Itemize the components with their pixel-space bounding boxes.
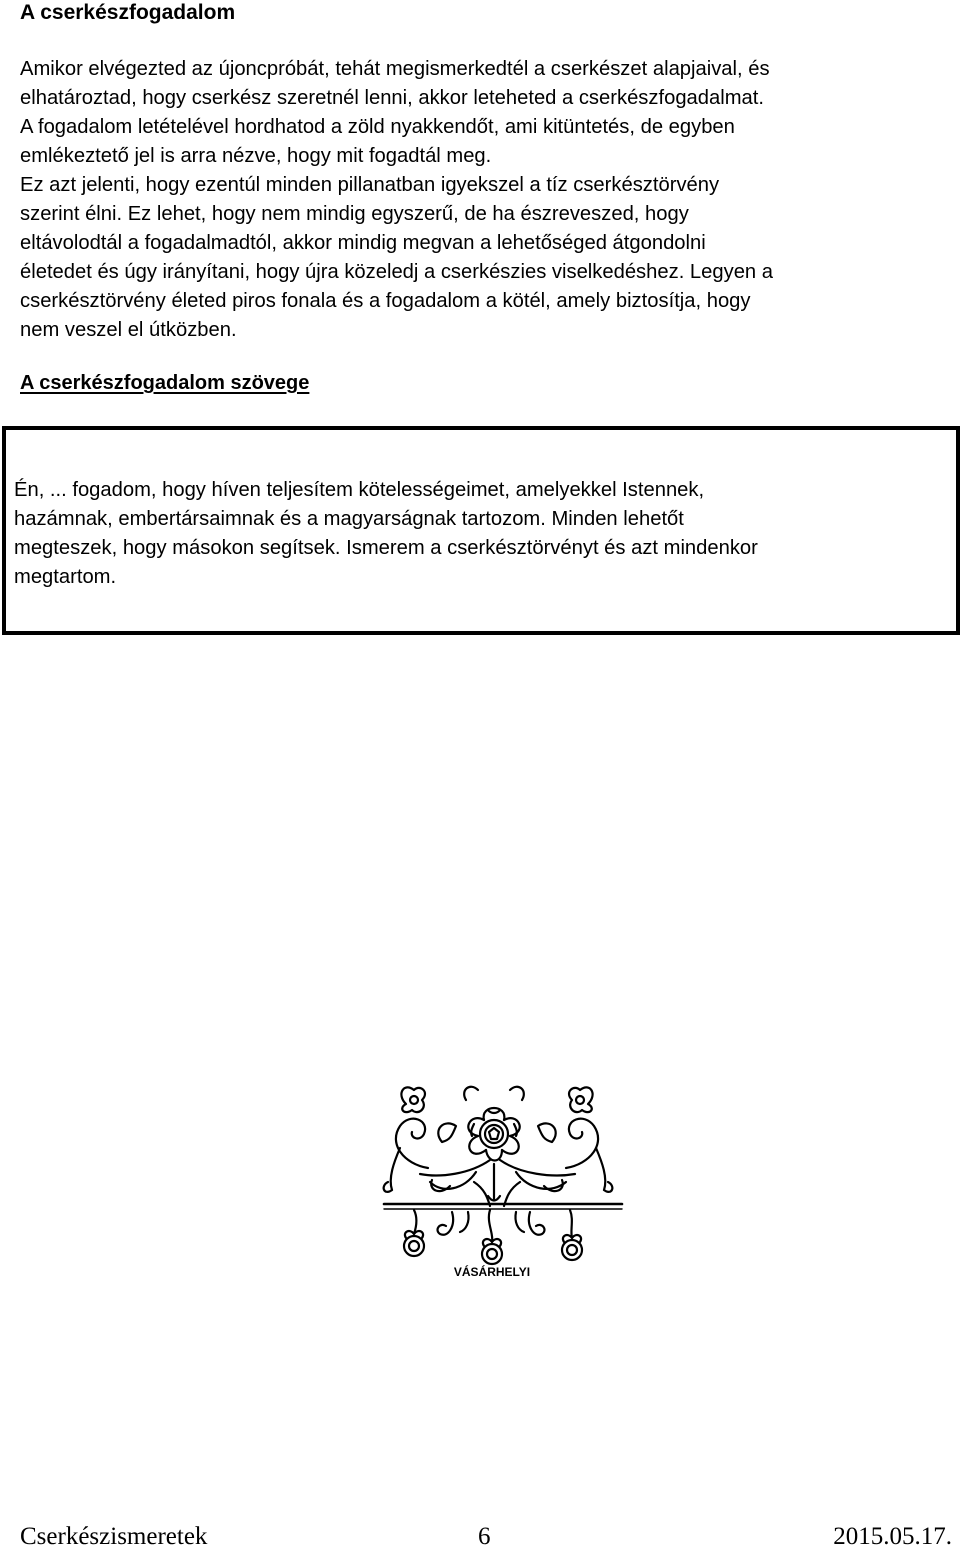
hanging-flower-icon (482, 1210, 502, 1264)
oath-line: megteszek, hogy másokon segítsek. Ismerem a cserkésztörvényt és azt mindenkor (14, 537, 758, 559)
oath-line: Én, ... fogadom, hogy híven teljesítem kötelességeimet, amelyekkel Istennek, (14, 479, 705, 501)
left-scroll (396, 1119, 428, 1168)
intro-line: eltávolodtál a fogadalmadtól, akkor mindig megvan a lehetőséged átgondolni (20, 232, 706, 254)
right-stem (500, 1160, 575, 1175)
footer-title: Cserkészismeretek (20, 1523, 208, 1550)
intro-paragraph (20, 55, 950, 345)
intro-line: Ez azt jelenti, hogy ezentúl minden pillanatban igyekszel a tíz cserkésztörvény (20, 174, 720, 196)
hanging-flower-icon (562, 1210, 582, 1260)
intro-line: Amikor elvégezted az újoncpróbát, tehát megismerkedtél a cserkészet alapjaival, és (20, 58, 770, 80)
central-flower-icon (468, 1108, 519, 1161)
oath-subheading: A cserkészfogadalom szövege (20, 372, 310, 394)
oath-line: megtartom. (14, 566, 117, 588)
footer-date: 2015.05.17. (833, 1523, 952, 1550)
oath-text (14, 476, 949, 592)
intro-line: elhatároztad, hogy cserkész szeretnél lenni, akkor leteheted a cserkészfogadalmat. (20, 87, 764, 109)
right-scroll (566, 1119, 598, 1168)
oath-line: hazámnak, embertársaimnak és a magyarságnak tartozom. Minden lehetőt (14, 508, 684, 530)
intro-line: szerint élni. Ez lehet, hogy nem mindig egyszerű, de ha észreveszed, hogy (20, 203, 689, 225)
folk-floral-ornament (370, 1078, 630, 1278)
hanging-flower-icon (404, 1210, 424, 1256)
footer-page-number: 6 (478, 1523, 491, 1550)
page-heading: A cserkészfogadalom (20, 1, 236, 24)
left-stem (420, 1160, 490, 1175)
intro-line: cserkésztörvény életed piros fonala és a fogadalom a kötél, amely biztosítja, hogy (20, 290, 751, 312)
intro-line: emlékeztető jel is arra nézve, hogy mit fogadtál meg. (20, 145, 492, 167)
intro-line: A fogadalom letételével hordhatod a zöld nyakkendőt, ami kitüntetés, de egyben (20, 116, 735, 138)
oath-box (2, 426, 960, 635)
ornament-caption: VÁSÁRHELYI (453, 1265, 531, 1278)
intro-line: nem veszel el útközben. (20, 319, 237, 341)
intro-line: életedet és úgy irányítani, hogy újra közeledj a cserkészies viselkedéshez. Legyen a (20, 261, 773, 283)
